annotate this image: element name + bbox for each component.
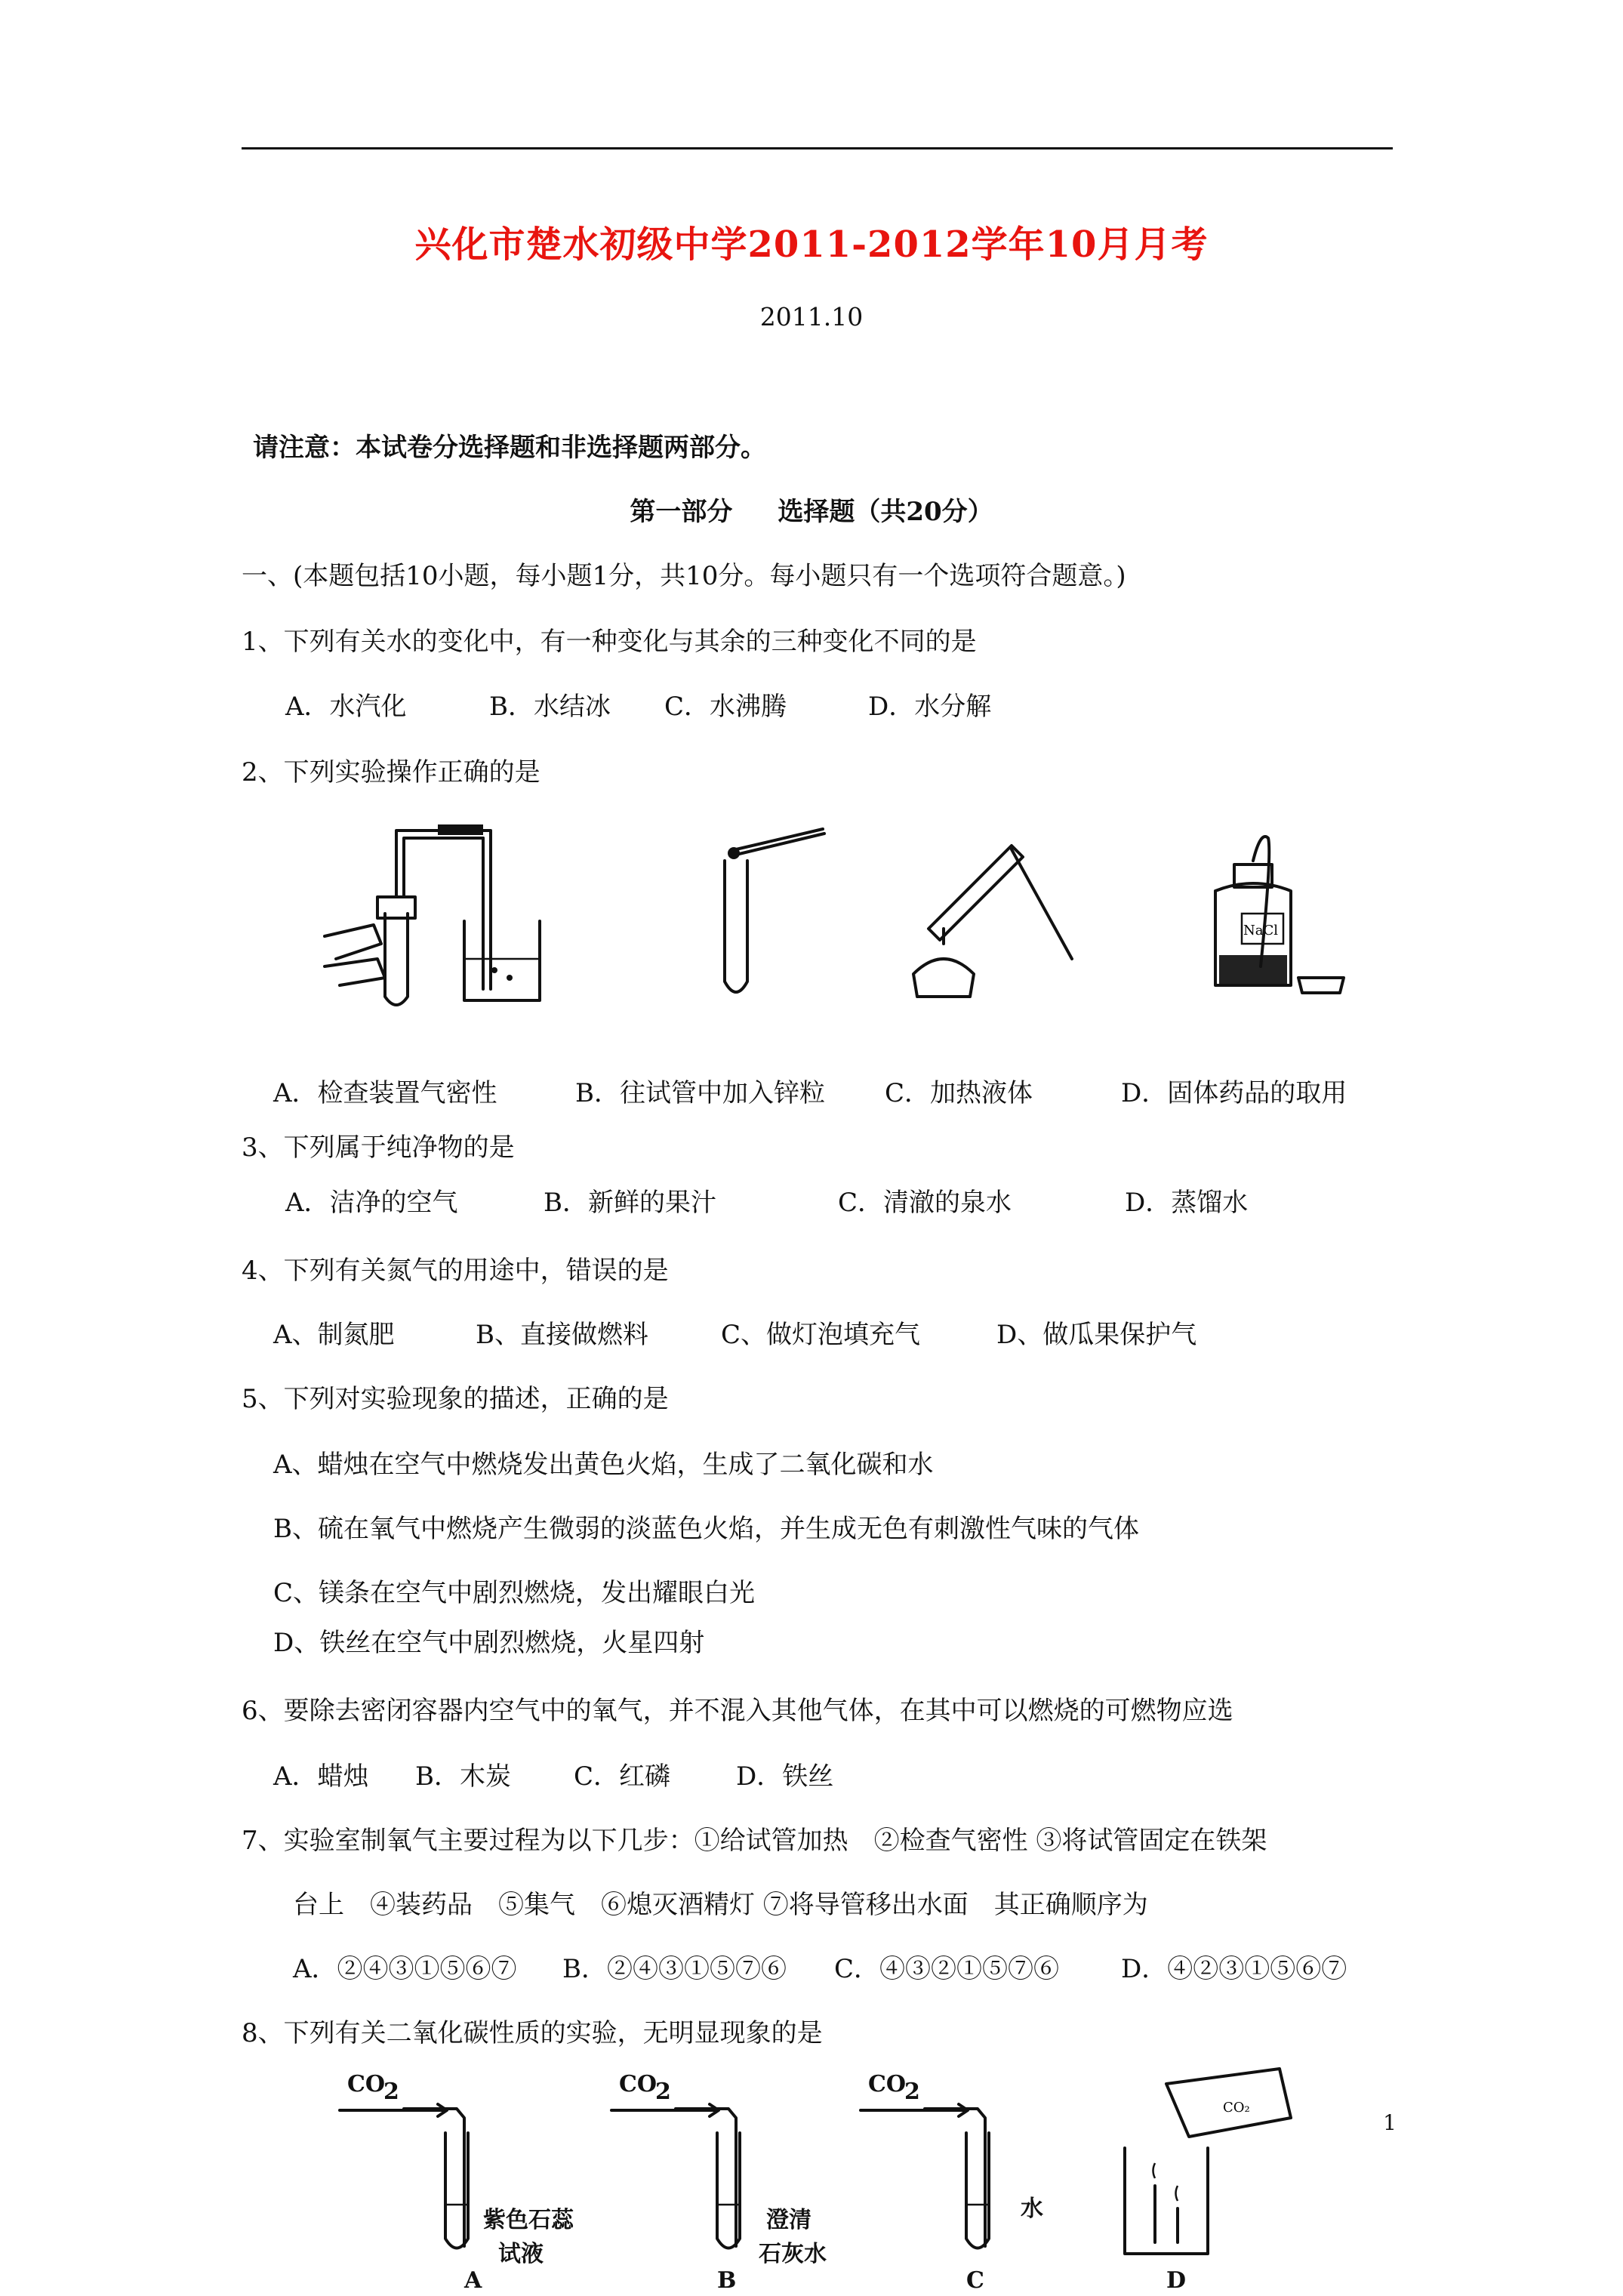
q6-option-d: D．铁丝 [736, 1761, 834, 1792]
q3-option-b: B．新鲜的果汁 [544, 1188, 716, 1218]
gas-sub-a: 2 [383, 2079, 399, 2105]
q5-option-d: D、铁丝在空气中剧烈燃烧，火星四射 [273, 1628, 705, 1658]
gas-label-a: CO [347, 2071, 386, 2097]
q8-apparatus-c [861, 2071, 1043, 2294]
q5-option-a: A、蜡烛在空气中燃烧发出黄色火焰，生成了二氧化碳和水 [273, 1450, 934, 1480]
question-4-stem: 4、下列有关氮气的用途中，错误的是 [242, 1256, 669, 1286]
section-heading: 一、(本题包括10小题，每小题1分，共10分。每小题只有一个选项符合题意。) [242, 561, 1126, 591]
q3-option-a: A．洁净的空气 [285, 1188, 458, 1218]
gas-sub-b: 2 [655, 2079, 671, 2105]
q4-option-d: D、做瓜果保护气 [996, 1320, 1197, 1350]
question-1-stem: 1、下列有关水的变化中，有一种变化与其余的三种变化不同的是 [242, 627, 977, 657]
page-title: 兴化市楚水初级中学2011-2012学年10月月考 [414, 223, 1209, 266]
q1-option-a: A．水汽化 [285, 692, 407, 722]
label-limewater: 澄清 [766, 2207, 812, 2233]
q2-option-b: B．往试管中加入锌粒 [575, 1078, 825, 1108]
exam-date: 2011.10 [759, 302, 864, 331]
letter-c: C [966, 2267, 984, 2294]
q3-option-d: D．蒸馏水 [1125, 1188, 1249, 1218]
q1-option-d: D．水分解 [868, 692, 992, 722]
notice: 请注意：本试卷分选择题和非选择题两部分。 [253, 433, 766, 463]
part-desc: 选择题（共20分） [778, 497, 993, 527]
q8-figure-co2-experiments [332, 2065, 1329, 2294]
gas-label-c: CO [868, 2071, 907, 2097]
q1-option-c: C．水沸腾 [664, 692, 787, 722]
letter-b: B [717, 2267, 737, 2294]
q6-option-b: B．木炭 [415, 1761, 511, 1792]
question-8-stem: 8、下列有关二氧化碳性质的实验，无明显现象的是 [242, 2018, 823, 2048]
jar-label: CO₂ [1223, 2100, 1250, 2116]
q4-option-c: C、做灯泡填充气 [721, 1320, 921, 1350]
q2-figure-c-heating-liquid [898, 815, 1079, 1004]
question-3-stem: 3、下列属于纯净物的是 [242, 1133, 515, 1163]
q2-figure-a-airtight-check [325, 815, 611, 1012]
page-number: 1 [1383, 2110, 1397, 2135]
q7-option-a: A．②④③①⑤⑥⑦ [293, 1954, 517, 1984]
q8-apparatus-b [611, 2071, 827, 2294]
question-2-stem: 2、下列实验操作正确的是 [242, 757, 540, 787]
letter-a: A [464, 2267, 482, 2294]
q6-option-a: A．蜡烛 [273, 1761, 369, 1792]
part-heading [0, 491, 1623, 528]
q1-option-b: B．水结冰 [489, 692, 611, 722]
q2-figure-b-test-tube-zinc [702, 815, 830, 1004]
question-6-stem: 6、要除去密闭容器内空气中的氧气，并不混入其他气体，在其中可以燃烧的可燃物应选 [242, 1696, 1233, 1726]
nacl-label: NaCl [1243, 923, 1279, 938]
q2-figure-d-solid-reagent [1200, 815, 1381, 1004]
q8-apparatus-a [340, 2071, 574, 2294]
q7-option-d: D．④②③①⑤⑥⑦ [1121, 1954, 1347, 1984]
q7-option-c: C．④③②①⑤⑦⑥ [834, 1954, 1060, 1984]
q5-option-c: C、镁条在空气中剧烈燃烧，发出耀眼白光 [273, 1578, 756, 1608]
question-5-stem: 5、下列对实验现象的描述，正确的是 [242, 1384, 669, 1414]
label-limewater-2: 石灰水 [759, 2241, 827, 2267]
q2-option-d: D．固体药品的取用 [1121, 1078, 1347, 1108]
label-litmus-2: 试液 [498, 2241, 544, 2267]
gas-sub-c: 2 [904, 2079, 920, 2105]
label-litmus: 紫色石蕊 [483, 2207, 574, 2233]
q6-option-c: C．红磷 [574, 1761, 671, 1792]
q4-option-b: B、直接做燃料 [476, 1320, 648, 1350]
q2-option-a: A．检查装置气密性 [273, 1078, 497, 1108]
q7-option-b: B．②④③①⑤⑦⑥ [562, 1954, 787, 1984]
q5-option-b: B、硫在氧气中燃烧产生微弱的淡蓝色火焰，并生成无色有刺激性气味的气体 [273, 1514, 1139, 1544]
label-water: 水 [1021, 2196, 1043, 2222]
question-7-stem-cont: 台上 ④装药品 ⑤集气 ⑥熄灭酒精灯 ⑦将导管移出水面 其正确顺序为 [293, 1890, 1148, 1920]
q2-option-c: C．加热液体 [885, 1078, 1033, 1108]
q8-apparatus-d [1125, 2069, 1291, 2294]
q3-option-c: C．清澈的泉水 [838, 1188, 1012, 1218]
question-7-stem: 7、实验室制氧气主要过程为以下几步：①给试管加热 ②检查气密性 ③将试管固定在铁架 [242, 1826, 1267, 1856]
part-name: 第一部分 [630, 497, 733, 527]
gas-label-b: CO [619, 2071, 658, 2097]
q4-option-a: A、制氮肥 [273, 1320, 395, 1350]
header-rule [242, 147, 1393, 149]
letter-d: D [1166, 2267, 1187, 2294]
